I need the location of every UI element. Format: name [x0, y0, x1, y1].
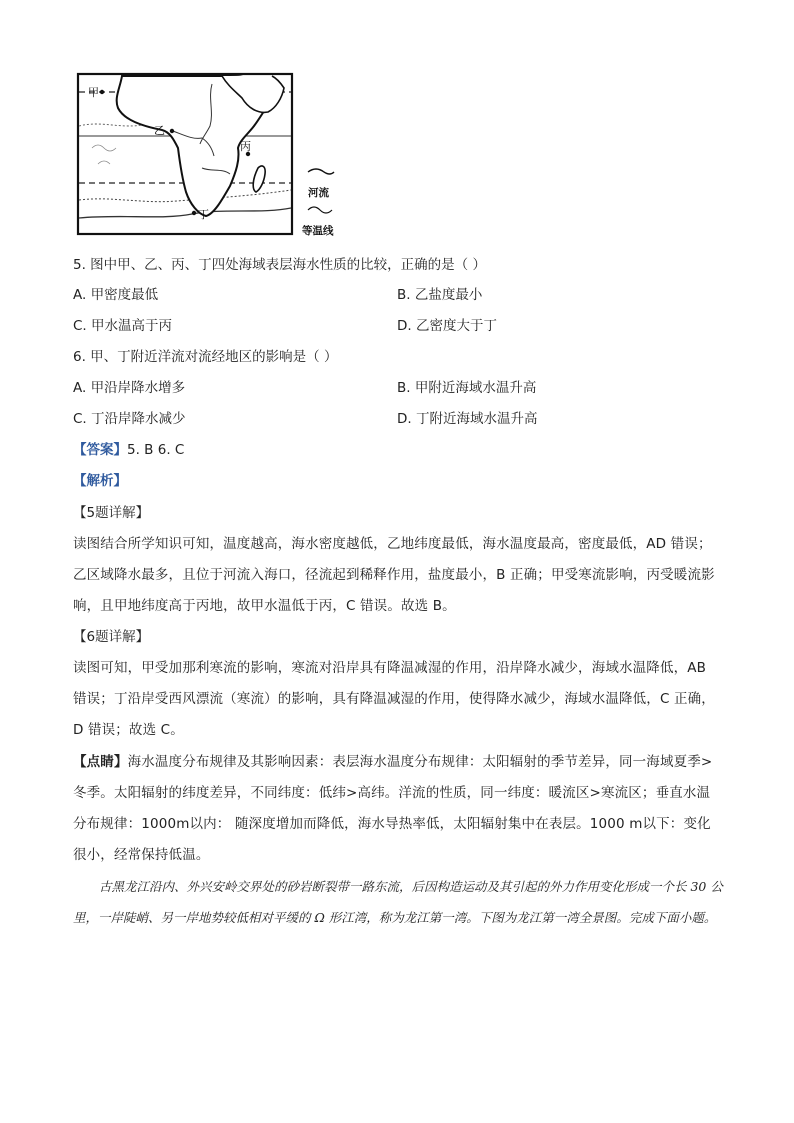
analysis-tag: 【解析】: [73, 473, 127, 489]
label-ding: 丁: [198, 208, 209, 221]
isotherm-line: [79, 208, 291, 218]
next-question-intro: 古黑龙江沿内、外兴安岭交界处的砂岩断裂带一路东流，后因构造运动及其引起的外力作用变化形成一个长 30 公里，一岸陡峭、另一岸地势较低相对平缓的 Ω 形江湾，称为龙江第一湾。下图为龙江第一湾全景图。完成下面小题。: [73, 879, 723, 925]
point-ding: [192, 211, 196, 215]
q5-option-a: A. 甲密度最低: [73, 287, 159, 303]
ocean-texture: [92, 145, 116, 164]
q6-option-b: B. 甲附近海域水温升高: [397, 380, 537, 396]
detail6-heading: 【6题详解】: [73, 629, 150, 645]
q5-option-d: D. 乙密度大于丁: [397, 318, 497, 334]
ocean-map-figure: [62, 68, 352, 240]
q5-option-c: C. 甲水温高于丙: [73, 318, 173, 334]
point-yi: [170, 129, 174, 133]
river-legend-symbol: [308, 169, 334, 174]
detail6-paragraph: 读图可知，甲受加那利寒流的影响，寒流对沿岸具有降温减湿的作用，沿岸降水减少，海域水温降低，AB 错误；丁沿岸受西风漂流（寒流）的影响，具有降温减湿的作用，使得降水减少，海域水温降低，C 正确，D 错误；故选 C。: [73, 660, 715, 738]
madagascar-island: [253, 166, 265, 192]
q5-stem: 5. 图中甲、乙、丙、丁四处海域表层海水性质的比较，正确的是（ ）: [73, 257, 486, 273]
analysis-line: [73, 472, 127, 490]
q6-option-c: C. 丁沿岸降水减少: [73, 411, 186, 427]
q5-option-b: B. 乙盐度最小: [397, 287, 483, 303]
label-bing: 丙: [240, 140, 251, 153]
detail5-paragraph: 读图结合所学知识可知，温度越高，海水密度越低，乙地纬度最低，海水温度最高，密度最低，AD 错误；乙区域降水最多，且位于河流入海口，径流起到稀释作用，盐度最小，B 正确；甲受寒流影响，丙受暖流影响，且甲地纬度高于丙地，故甲水温低于丙，C 错误。故选 B。: [73, 536, 715, 614]
tip-text: 海水温度分布规律及其影响因素：表层海水温度分布规律：太阳辐射的季节差异，同一海域夏季>冬季。太阳辐射的纬度差异，不同纬度：低纬>高纬。洋流的性质，同一纬度：暖流区>寒流区；垂直水温分布规律：1000m以内： 随深度增加而降低，海水导热率低，太阳辐射集中在表层。1000 m以下：变化很小，经常保持低温。: [73, 754, 713, 863]
answer-tag: 【答案】: [73, 442, 127, 458]
q6-option-a: A. 甲沿岸降水增多: [73, 380, 186, 396]
point-jia: [100, 90, 104, 94]
isotherm-legend-symbol: [308, 207, 332, 213]
legend-isotherm-label: 等温线: [302, 225, 334, 237]
q6-stem: 6. 甲、丁附近洋流对流经地区的影响是（ ）: [73, 349, 338, 365]
label-yi: 乙: [154, 124, 165, 137]
q6-option-d: D. 丁附近海域水温升高: [397, 411, 538, 427]
tip-paragraph: [73, 747, 723, 871]
answer-text: 5. B 6. C: [127, 442, 185, 458]
label-jia: 甲: [88, 86, 99, 99]
detail5-heading: 【5题详解】: [73, 505, 150, 521]
legend-river-label: 河流: [308, 187, 329, 199]
answer-line: [73, 441, 184, 459]
tip-tag: 【点睛】: [73, 754, 128, 770]
